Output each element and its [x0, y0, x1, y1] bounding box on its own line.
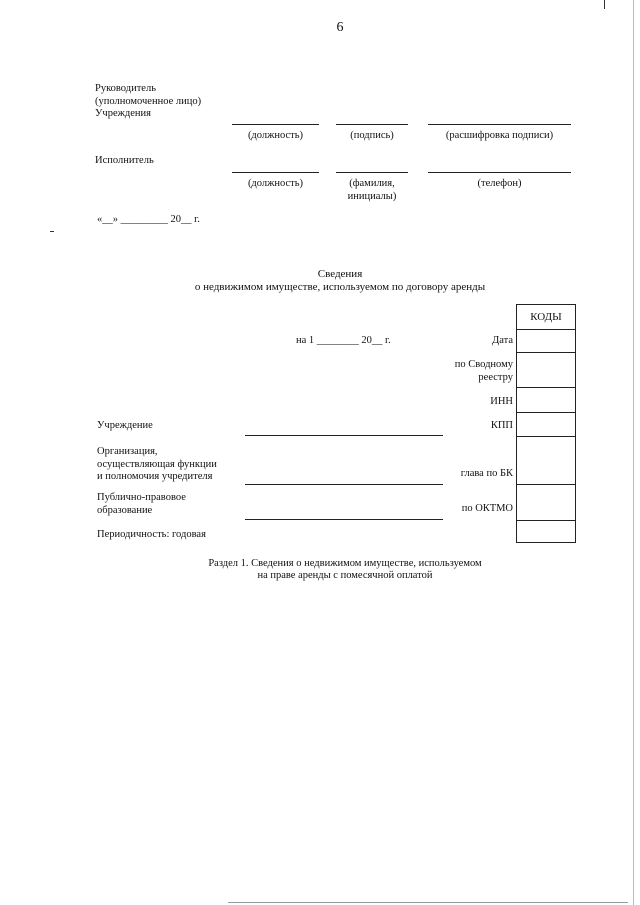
field-organization-label	[97, 446, 217, 484]
field-public-entity-label-line: Публично-правовое	[97, 492, 186, 503]
head-position-line[interactable]	[232, 124, 319, 125]
code-label-bk-chapter: глава по БК	[460, 468, 513, 479]
form-title-line2: о недвижимом имуществе, используемом по договору аренды	[194, 281, 486, 293]
page-edge-bottom	[228, 902, 628, 903]
head-decoding-caption: (расшифровка подписи)	[445, 130, 554, 141]
report-date[interactable]: на 1 ________ 20__ г.	[296, 335, 391, 346]
field-organization-label-line: Организация,	[97, 446, 158, 457]
head-signature-line[interactable]	[336, 124, 408, 125]
page-edge-mark	[604, 0, 605, 9]
field-organization-label-line: и полномочия учредителя	[97, 471, 213, 482]
code-label-registry	[420, 359, 513, 384]
head-label-line: Руководитель	[95, 83, 156, 94]
head-label-line: Учреждения	[95, 108, 151, 119]
field-institution-label: Учреждение	[97, 420, 153, 431]
field-public-entity-line[interactable]	[245, 519, 443, 520]
code-label-registry-line: по Сводному	[454, 359, 513, 370]
codes-header: КОДЫ	[530, 311, 562, 323]
page-edge-right	[633, 0, 634, 905]
field-organization-label-line: осуществляющая функции	[97, 458, 217, 470]
code-label-date: Дата	[492, 335, 513, 346]
signature-date-line[interactable]: «__» _________ 20__ г.	[97, 214, 200, 225]
head-decoding-line[interactable]	[428, 124, 571, 125]
field-public-entity-label	[97, 492, 186, 517]
executor-phone-line[interactable]	[428, 172, 571, 173]
code-label-kpp: КПП	[490, 420, 513, 431]
codes-divider	[517, 520, 575, 521]
executor-name-caption-line: (фамилия,	[349, 178, 395, 189]
executor-label: Исполнитель	[95, 155, 154, 166]
margin-mark	[50, 231, 54, 232]
executor-name-line[interactable]	[336, 172, 408, 173]
codes-divider	[517, 329, 575, 330]
section1-title-line1: Раздел 1. Сведения о недвижимом имуществе, используемом	[208, 558, 482, 569]
page-number: 6	[336, 20, 344, 35]
executor-phone-caption: (телефон)	[477, 178, 522, 189]
executor-position-line[interactable]	[232, 172, 319, 173]
executor-name-caption	[330, 178, 414, 203]
head-label-line: (уполномоченное лицо)	[95, 95, 202, 107]
head-position-caption: (должность)	[247, 130, 304, 141]
codes-divider	[517, 412, 575, 413]
executor-position-caption: (должность)	[247, 178, 304, 189]
head-signature-caption: (подпись)	[350, 130, 394, 141]
codes-divider	[517, 436, 575, 437]
field-organization-line[interactable]	[245, 484, 443, 485]
form-title-line1: Сведения	[317, 268, 363, 280]
codes-divider	[517, 352, 575, 353]
head-label	[95, 83, 201, 121]
codes-divider	[517, 387, 575, 388]
field-periodicity: Периодичность: годовая	[97, 529, 206, 540]
code-label-inn: ИНН	[490, 396, 513, 407]
section1-title-line2: на праве аренды с помесячной оплатой	[257, 570, 433, 581]
code-label-registry-line: реестру	[478, 371, 513, 383]
code-label-oktmo: по ОКТМО	[461, 503, 513, 514]
field-institution-line[interactable]	[245, 435, 443, 436]
codes-divider	[517, 484, 575, 485]
field-public-entity-label-line: образование	[97, 504, 153, 516]
codes-table	[516, 304, 576, 543]
executor-name-caption-line: инициалы)	[347, 190, 397, 202]
